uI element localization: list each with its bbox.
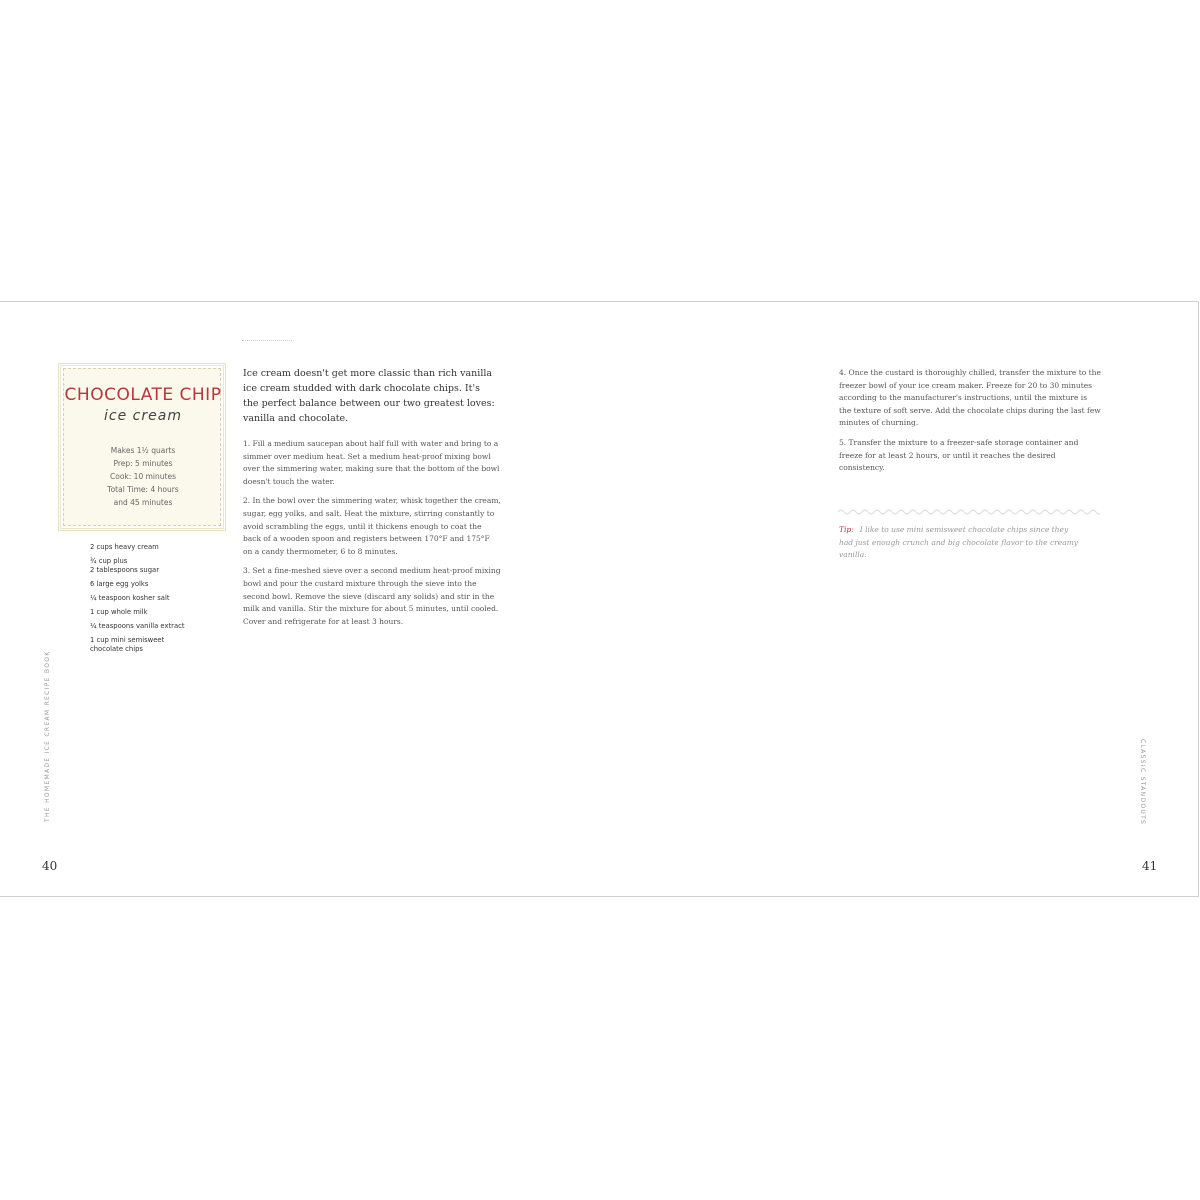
page-number-right: 41 [1142, 859, 1158, 873]
book-spread [0, 301, 1199, 897]
top-rule [242, 340, 292, 341]
ingredient-item: chocolate chips [90, 645, 143, 653]
step-5: 5. Transfer the mixture to a freezer-safe storage container and freeze for at least 2 hours, or until it reaches the desired consistency. [839, 437, 1079, 473]
step-4: 4. Once the custard is thoroughly chilled, transfer the mixture to the freezer bowl of your ice cream maker. Freeze for 20 to 30 minutes according to the manufacturer's instructions, until the mixture is the texture of soft serve. Add the chocolate chips during the last few minutes of churning. [839, 368, 1101, 428]
fact-total-cont: and 45 minutes [113, 498, 173, 507]
recipe-title-card [63, 368, 221, 526]
ingredient-item: 2 tablespoons sugar [90, 566, 160, 574]
recipe-tip [839, 524, 1084, 562]
ingredient-item: ¼ teaspoon kosher salt [90, 594, 170, 602]
method-steps-left [243, 438, 501, 635]
ingredient-item: 1 cup whole milk [90, 608, 148, 616]
recipe-title: CHOCOLATE CHIP [64, 385, 222, 405]
step-2: 2. In the bowl over the simmering water, whisk together the cream, sugar, egg yolks, and salt. Heat the mixture, stirring constantly to avoid scrambling the eggs, until it thickens enough to coat the back of a wooden spoon and registers between 170°F and 175°F on a candy thermometer, 6 to 8 minutes. [243, 496, 501, 556]
step-3: 3. Set a fine-meshed sieve over a second medium heat-proof mixing bowl and pour the custard mixture through the sieve into the second bowl. Remove the sieve (discard any solids) and stir in the milk and vanilla. Stir the mixture for about 5 minutes, until cooled. Cover and refrigerate for at least 3 hours. [243, 566, 501, 626]
running-head-right [1139, 739, 1158, 826]
ingredient-item: ¾ cup plus [90, 557, 128, 565]
ingredient-item: 1 cup mini semisweet [90, 636, 165, 644]
tip-text: I like to use mini semisweet chocolate chips since they had just enough crunch and big chocolate flavor to the creamy vanilla. [839, 525, 1079, 560]
page-number-left: 40 [42, 859, 58, 873]
wavy-divider [838, 507, 1100, 517]
recipe-subtitle: ice cream [104, 408, 182, 424]
ingredient-item: 6 large egg yolks [90, 580, 149, 588]
step-1: 1. Fill a medium saucepan about half full with water and bring to a simmer over medium heat. Set a medium heat-proof mixing bowl over the simmering water, making sure that the bottom of the bowl doesn't touch the water. [243, 439, 500, 486]
method-steps-right [839, 367, 1101, 482]
ingredient-item: ¼ teaspoons vanilla extract [90, 622, 185, 630]
fact-cook: Cook: 10 minutes [110, 472, 176, 481]
ingredient-item: 2 cups heavy cream [90, 543, 159, 551]
fact-yield: Makes 1½ quarts [110, 446, 176, 455]
recipe-facts [64, 444, 222, 509]
tip-label: Tip: [839, 525, 854, 534]
fact-total: Total Time: 4 hours [107, 485, 179, 494]
running-head-left [44, 650, 56, 832]
running-head-left-text: THE HOMEMADE ICE CREAM RECIPE BOOK [44, 650, 51, 822]
ingredient-list [90, 543, 220, 659]
recipe-intro: Ice cream doesn't get more classic than rich vanilla ice cream studded with dark chocolate chips. It's the perfect balance between our two greatest loves: vanilla and chocolate. [243, 368, 495, 424]
running-head-right-text: CLASSIC STANDOUTS [1139, 739, 1146, 826]
fact-prep: Prep: 5 minutes [113, 459, 173, 468]
